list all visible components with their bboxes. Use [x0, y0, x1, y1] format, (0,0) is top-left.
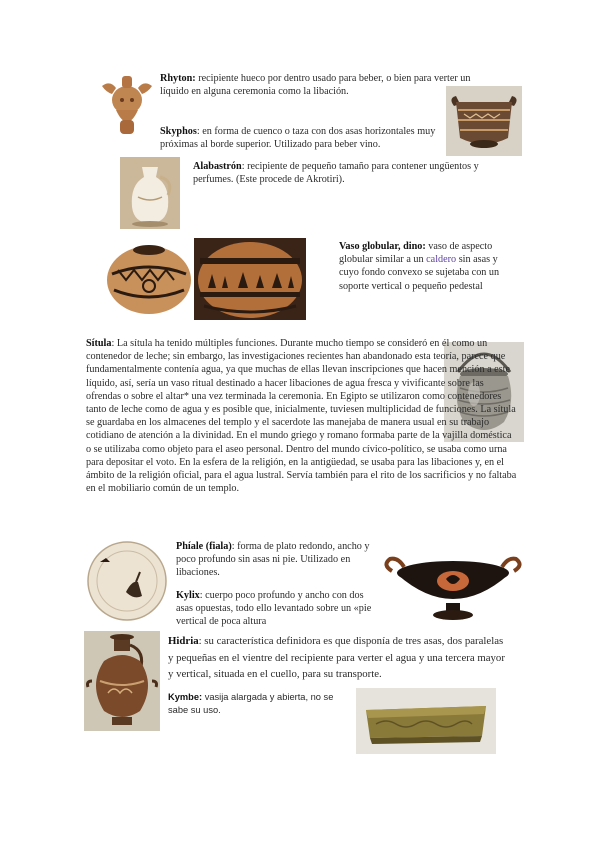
hidria-image [84, 631, 160, 731]
phiale-term: Phíale (fiala) [176, 541, 232, 552]
skyphos-term: Skyphos [160, 126, 197, 137]
globular-vase-image-1 [104, 240, 194, 318]
kylix-description: : cuerpo poco profundo y ancho con dos asas opuestas, todo ello levantado sobre un «pie vertical de poca altura [176, 590, 372, 628]
situla-description: : La sítula ha tenido múltiples funciones. Durante mucho tiempo se consideró en él como un contenedor de leche; sin embargo, las investigaciones recientes han abandonado esta teoría, parece que fundamentalmente contenía agua, ya que muchas de ellas llevan inscripciones que hacen mención a este líquido, así, sería un vaso ritual destinado a hacer libaciones de agua fresca y vivificante sobre las ofrendas o sobre el altar* una vez terminada la ceremonia. En Egipto se utilizaron como contenedores tanto de leche como de agua y es posible que, inicialmente, tuviesen multiplicidad de funciones. La sítula se guardaba en los almacenes del templo y el sacerdote las manejaba de manera usual en su trabajo cotidiano de atención a la divinidad. En el mundo griego y romano formaba parte de la vajilla doméstica o se utilizaba como objeto para el aseo personal. Dentro del mundo cívico-político, se usaba como urna para depositar el voto. En la esfera de la religión, en la antigüedad, se usaba para las libaciones y, en el ámbito de la religión oficial, para el agua lustral. Servía también para el rito de los sacrificios y no faltaba en el mobiliario común de un templo. [86, 338, 517, 495]
vaso-description-start: vaso de aspecto globular similar a un [339, 241, 493, 266]
hidria-text [168, 633, 508, 683]
kymbe-image [356, 688, 496, 754]
kymbe-text [168, 691, 348, 717]
situla-text [86, 337, 518, 495]
kylix-term: Kylix [176, 590, 200, 601]
alabastron-image [120, 157, 180, 229]
alabastron-term: Alabastrón [193, 161, 242, 172]
alabastron-text [193, 160, 513, 186]
rhyton-description: recipiente hueco por dentro usado para beber, o bien para verter un líquido en alguna ceremonia como la libación. [160, 73, 471, 98]
kylix-text [176, 589, 376, 629]
kymbe-description: vasija alargada y abierta, no se sabe su uso. [168, 692, 334, 715]
hidria-description: : su característica definidora es que disponía de tres asas, dos paralelas y pequeñas en el vientre del recipiente para verter el agua y una tercera mayor y vertical, situada en el cuello, para su transporte. [168, 635, 505, 680]
rhyton-term: Rhyton: [160, 73, 196, 84]
phiale-description: : forma de plato redondo, ancho y poco profundo sin asas ni pie. Utilizado en libaciones. [176, 541, 370, 579]
rhyton-image [96, 70, 158, 136]
caldero-link[interactable]: caldero [426, 254, 457, 266]
situla-term: Sítula [86, 338, 112, 349]
kylix-image [384, 553, 522, 623]
alabastron-description: : recipiente de pequeño tamaño para contener ungüentos y perfumes. (Este procede de Akrotiri). [193, 161, 479, 186]
vaso-term: Vaso globular, dino: [339, 241, 426, 252]
phiale-text [176, 540, 382, 580]
skyphos-image [446, 86, 522, 156]
phiale-image [86, 540, 168, 622]
globular-vase-image-2 [194, 238, 306, 320]
hidria-term: Hidria [168, 635, 199, 647]
skyphos-description: : en forma de cuenco o taza con dos asas horizontales muy próximas al borde superior. Utilizado para beber vino. [160, 126, 436, 151]
skyphos-text [160, 125, 440, 151]
vaso-description-end: sin asas y cuyo fondo convexo se sujetaba con un soporte vertical o pequeño pedestal [339, 254, 500, 292]
kymbe-term: Kymbe: [168, 692, 203, 702]
vaso-text [339, 240, 519, 293]
